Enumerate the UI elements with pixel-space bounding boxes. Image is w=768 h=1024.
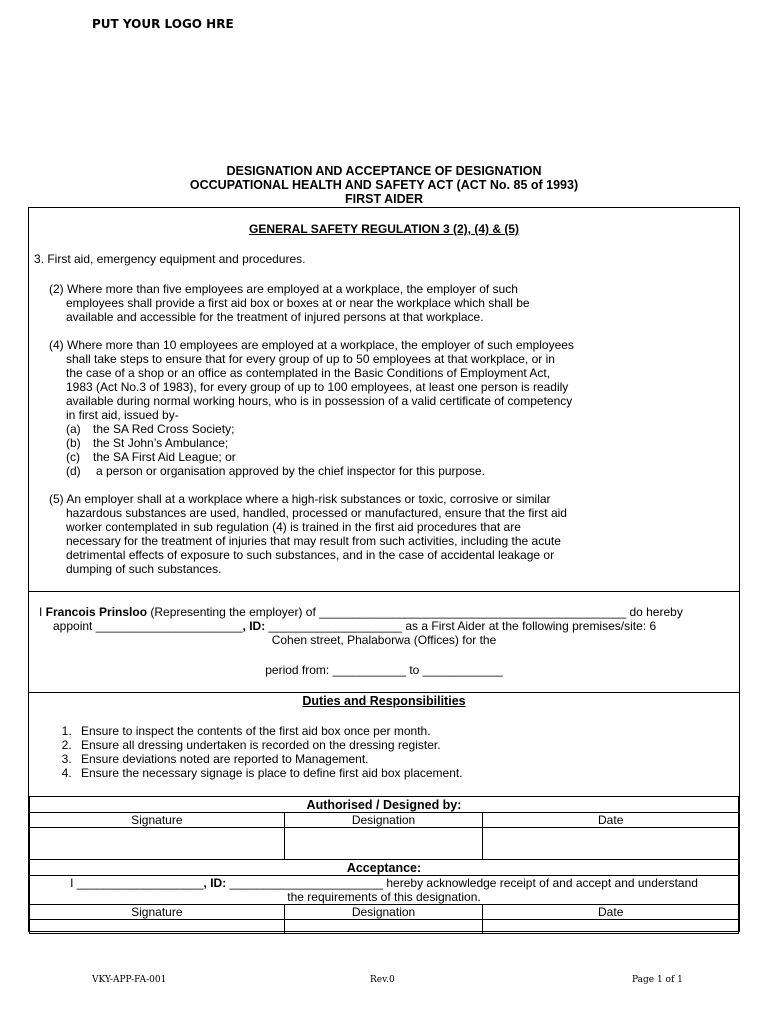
appointment-line-2 [53,619,739,633]
list-item [66,464,566,478]
document-title [0,164,768,206]
regulation-sub-list [66,422,566,478]
list-item: 1. Ensure to inspect the contents of the first aid box once per month. [75,724,765,738]
duties-list [39,724,765,780]
duties-section [29,692,739,796]
document-code: VKY-APP-FA-001 [92,975,167,985]
table-header-cell: Date [483,905,739,920]
regulation-heading: GENERAL SAFETY REGULATION 3 (2), (4) & (5) [248,222,520,236]
title-line-3: FIRST AIDER [344,192,423,206]
regulation-section [29,208,739,592]
duties-heading: Duties and Responsibilities [302,694,466,708]
list-item-text: a person or organisation approved by the chief inspector for this purpose. [96,464,485,478]
regulation-paragraph-2: (2) Where more than five employees are employed at a workplace, the employer of such employees shall provide a first aid box or boxes at or near the workplace which shall be available and accessible for the treatment of injured persons at that workplace. [49,282,530,324]
list-item: 4. Ensure the necessary signage is place to define first aid box placement. [75,766,765,780]
acceptance-line-1 [30,876,738,890]
regulation-intro: 3. First aid, emergency equipment and procedures. [34,252,306,266]
appointment-line-1 [39,605,739,619]
id-label: , ID: [242,619,266,633]
authorised-signature-cell[interactable] [30,828,285,860]
appointee-blank[interactable]: appoint ______________________ [53,619,243,633]
revision-number: Rev.0 [370,975,395,985]
appointment-period[interactable]: period from: ___________ to ____________ [265,663,503,677]
title-line-2: OCCUPATIONAL HEALTH AND SAFETY ACT (ACT No. 85 of 1993) [189,178,579,192]
table-header-cell: Designation [284,813,483,828]
acceptance-heading: Acceptance: [30,860,739,876]
list-item [66,450,566,464]
table-header-cell: Signature [30,813,285,828]
acceptance-date-cell[interactable] [483,920,739,934]
acceptance-signature-cell[interactable] [30,920,285,934]
table-header-cell: Designation [284,905,483,920]
acceptance-text: _______________________ hereby acknowledge receipt of and accept and understand [226,876,698,890]
appointer-name: Francois Prinsloo [45,605,148,619]
page-number: Page 1 of 1 [632,975,683,985]
appointment-employer-text: (Representing the employer) of ______________________________________________ do hereby [147,605,683,619]
list-item: 3. Ensure deviations noted are reported to Management. [75,752,765,766]
authorised-heading: Authorised / Designed by: [30,797,739,813]
title-line-1: DESIGNATION AND ACCEPTANCE OF DESIGNATION [226,164,542,178]
acceptance-statement [30,876,739,905]
regulation-paragraph-5: (5) An employer shall at a workplace where a high-risk substances or toxic, corrosive or similar hazardous substances are used, handled, processed or manufactured, ensure that the first aid worker contemplated in sub regulation (4) is trained in the first aid procedures that are necessary for the treatment of injuries that may result from such activities, including the acute detrimental effects of exposure to such substances, and in the case of accidental leakage or dumping of such substances. [49,492,567,576]
logo-placeholder: PUT YOUR LOGO HRE [92,17,234,31]
list-item-text: the SA First Aid League; or [93,450,236,464]
table-header-cell: Signature [30,905,285,920]
list-item [66,422,566,436]
list-item-label: (a) [66,422,81,436]
form-frame [28,207,740,932]
authorised-date-cell[interactable] [483,828,739,860]
appointment-line-3: Cohen street, Phalaborwa (Offices) for the [271,633,497,647]
list-item-text: the SA Red Cross Society; [93,422,235,436]
appointment-site-text: ____________________ as a First Aider at the following premises/site: 6 [265,619,657,633]
authorised-designation-cell[interactable] [284,828,483,860]
appointment-prefix: I [39,605,46,619]
list-item-label: (b) [66,436,81,450]
list-item-label: (d) [66,464,81,478]
table-header-cell: Date [483,813,739,828]
appointment-section [29,591,739,693]
acceptance-designation-cell[interactable] [284,920,483,934]
list-item: 2. Ensure all dressing undertaken is recorded on the dressing register. [75,738,765,752]
acceptor-blank[interactable]: I ___________________ [70,876,204,890]
regulation-paragraph-4: (4) Where more than 10 employees are employed at a workplace, the employer of such employees shall take steps to ensure that for every group of up to 50 employees at that workplace, or in the case of a shop or an office as contemplated in the Basic Conditions of Employment Act, 1983 (Act No.3 of 1983), for every group of up to 100 employees, at least one person is readily available during normal working hours, who is in possession of a valid certificate of competency in first aid, issued by- [49,338,574,422]
acceptance-line-2: the requirements of this designation. [287,890,481,904]
list-item-label: (c) [66,450,80,464]
list-item-text: the St John’s Ambulance; [93,436,229,450]
id-label: , ID: [203,876,227,890]
list-item [66,436,566,450]
authorised-table [29,796,739,934]
